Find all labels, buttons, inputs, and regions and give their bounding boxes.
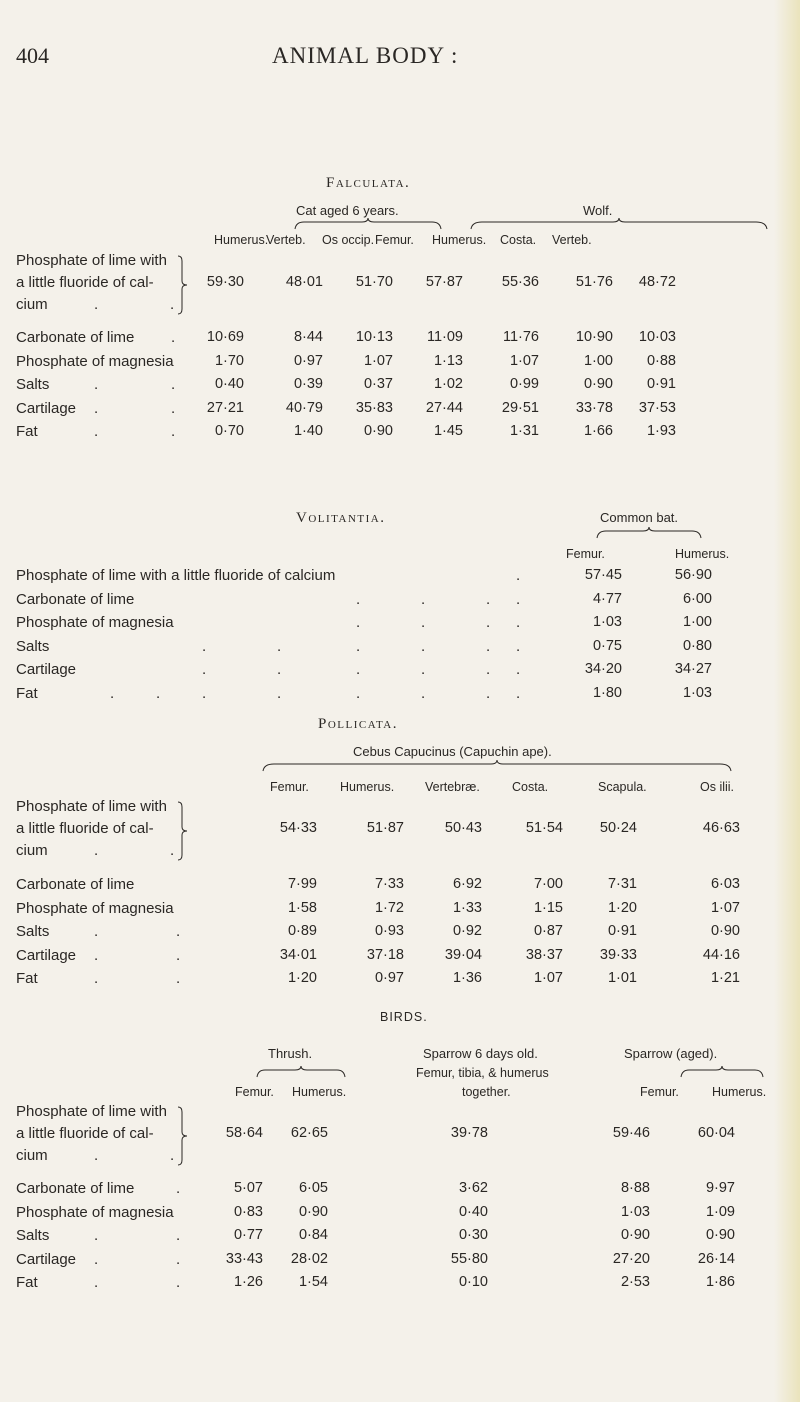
- cell-value: 34·01: [279, 946, 317, 963]
- leader-dots: .: [171, 376, 176, 393]
- cell-value: 1·21: [710, 970, 740, 986]
- group-label-sparrow-6-days: Sparrow 6 days old.: [423, 1046, 538, 1061]
- cell-value: 0·83: [233, 1203, 263, 1220]
- cell-value: 0·40: [214, 376, 244, 392]
- row-label: Cartilage: [16, 946, 77, 964]
- cell-value: 11·76: [502, 329, 539, 345]
- cell-value: 0·70: [214, 423, 244, 439]
- column-header: Humerus.: [292, 1085, 347, 1099]
- cell-value: 1·07: [533, 970, 563, 986]
- cell-value: 1·93: [646, 423, 676, 439]
- leader-dots: .: [356, 590, 361, 608]
- row-label: a little fluoride of cal-: [16, 274, 154, 291]
- cell-value: 1·66: [583, 423, 613, 439]
- cell-value: 1·80: [592, 684, 622, 701]
- column-header: Costa.: [512, 780, 549, 794]
- cell-value: 11·09: [426, 329, 463, 345]
- cell-value: 9·97: [705, 1180, 735, 1196]
- cell-value: 0·99: [509, 376, 539, 392]
- cell-value: 35·83: [355, 399, 393, 416]
- cell-value: 5·07: [233, 1180, 263, 1196]
- leader-dots: .: [356, 637, 361, 655]
- leader-dots: .: [94, 296, 99, 313]
- cell-value: 0·91: [646, 376, 676, 392]
- row-brace: [178, 255, 188, 315]
- cell-value: 39·04: [444, 946, 482, 963]
- row-label: Fat: [16, 684, 38, 702]
- cell-value: 1·03: [620, 1203, 650, 1220]
- row-label: Phosphate of lime with a little fluoride of calcium: [16, 567, 336, 584]
- row-label: Salts: [16, 1227, 50, 1244]
- column-header: Femur.: [640, 1085, 679, 1099]
- leader-dots: .: [356, 614, 361, 631]
- cell-value: 8·44: [293, 329, 323, 345]
- column-header: Scapula.: [598, 780, 647, 794]
- brace-cat: [294, 218, 442, 230]
- cell-value: 44·16: [702, 946, 740, 963]
- cell-value: 40·79: [285, 399, 323, 416]
- row-label: Carbonate of lime: [16, 876, 135, 893]
- leader-dots: .: [176, 970, 181, 987]
- cell-value: 1·00: [583, 352, 613, 369]
- row-label: Cartilage: [16, 661, 77, 678]
- row-label: Salts: [16, 923, 50, 940]
- leader-dots: .: [202, 661, 207, 678]
- cell-value: 0·10: [458, 1274, 488, 1290]
- row-label: Phosphate of lime with: [16, 252, 167, 269]
- column-header: Humerus.: [432, 233, 487, 247]
- cell-value: 6·00: [682, 590, 712, 607]
- leader-dots: .: [170, 1147, 175, 1164]
- cell-value: 62·65: [290, 1125, 328, 1141]
- leader-dots: .: [176, 1274, 181, 1291]
- cell-value: 0·90: [705, 1227, 735, 1243]
- cell-value: 34·27: [674, 661, 712, 677]
- cell-value: 0·92: [452, 923, 482, 939]
- cell-value: 26·14: [697, 1250, 735, 1267]
- cell-value: 1·31: [509, 423, 539, 439]
- cell-value: 0·90: [298, 1203, 328, 1220]
- cell-value: 1·03: [682, 684, 712, 701]
- brace-thrush: [256, 1066, 346, 1078]
- cell-value: 1·45: [433, 423, 463, 439]
- cell-value: 50·24: [599, 820, 637, 836]
- cell-value: 1·36: [452, 970, 482, 986]
- cell-value: 1·70: [214, 352, 244, 369]
- leader-dots: .: [156, 684, 161, 702]
- page-title: ANIMAL BODY :: [272, 43, 459, 68]
- cell-value: 0·37: [363, 376, 393, 392]
- cell-value: 27·21: [206, 399, 244, 416]
- cell-value: 57·87: [425, 274, 463, 290]
- cell-value: 1·26: [233, 1274, 263, 1290]
- cell-value: 7·31: [607, 876, 637, 892]
- row-label: Fat: [16, 423, 38, 440]
- cell-value: 38·37: [525, 946, 563, 963]
- column-header: Femur.: [375, 233, 414, 247]
- cell-value: 39·78: [450, 1125, 488, 1141]
- leader-dots: .: [516, 614, 521, 631]
- group-label-cebus: Cebus Capucinus (Capuchin ape).: [353, 744, 552, 759]
- leader-dots: .: [486, 614, 491, 631]
- cell-value: 10·03: [638, 329, 676, 345]
- cell-value: 1·07: [509, 352, 539, 369]
- cell-value: 10·69: [206, 329, 244, 345]
- cell-value: 29·51: [501, 399, 539, 416]
- row-label: Salts: [16, 637, 50, 655]
- leader-dots: .: [176, 1250, 181, 1268]
- cell-value: 1·03: [592, 614, 622, 630]
- cell-value: 0·90: [620, 1227, 650, 1243]
- cell-value: 33·78: [575, 399, 613, 416]
- cell-value: 7·33: [374, 876, 404, 892]
- cell-value: 55·36: [501, 274, 539, 290]
- leader-dots: .: [94, 376, 99, 393]
- cell-value: 51·87: [366, 820, 404, 836]
- leader-dots: .: [176, 923, 181, 940]
- row-label: Phosphate of magnesia: [16, 614, 174, 631]
- leader-dots: .: [421, 614, 426, 631]
- leader-dots: .: [486, 590, 491, 608]
- leader-dots: .: [202, 637, 207, 655]
- cell-value: 0·89: [287, 923, 317, 939]
- cell-value: 1·33: [452, 899, 482, 916]
- leader-dots: .: [202, 684, 207, 702]
- cell-value: 51·76: [575, 274, 613, 290]
- section-heading-birds: BIRDS.: [380, 1010, 428, 1024]
- row-brace: [178, 1106, 188, 1166]
- leader-dots: .: [176, 1180, 181, 1197]
- leader-dots: .: [94, 1147, 99, 1164]
- cell-value: 50·43: [444, 820, 482, 836]
- cell-value: 1·86: [705, 1274, 735, 1290]
- cell-value: 1·09: [705, 1203, 735, 1220]
- cell-value: 7·99: [287, 876, 317, 892]
- section-heading-volitantia: Volitantia.: [296, 510, 386, 526]
- cell-value: 1·72: [374, 899, 404, 916]
- cell-value: 59·30: [206, 274, 244, 290]
- cell-value: 6·92: [452, 876, 482, 892]
- column-header: Humerus.: [340, 780, 395, 794]
- cell-value: 57·45: [584, 567, 622, 583]
- leader-dots: .: [277, 684, 282, 702]
- row-label: Fat: [16, 970, 38, 987]
- group-label-sparrow-aged: Sparrow (aged).: [624, 1046, 718, 1061]
- row-label: Phosphate of magnesia: [16, 899, 174, 917]
- leader-dots: .: [421, 661, 426, 678]
- row-label: Carbonate of lime: [16, 590, 135, 608]
- leader-dots: .: [277, 661, 282, 678]
- row-label: cium: [16, 1147, 48, 1164]
- leader-dots: .: [94, 1274, 99, 1291]
- cell-value: 6·05: [298, 1180, 328, 1196]
- row-label: Carbonate of lime: [16, 1180, 135, 1197]
- row-label: Fat: [16, 1274, 38, 1291]
- leader-dots: .: [516, 590, 521, 608]
- leader-dots: .: [486, 684, 491, 702]
- page-number: 404: [16, 43, 49, 68]
- row-label: cium: [16, 296, 48, 313]
- cell-value: 0·97: [293, 352, 323, 369]
- cell-value: 1·13: [433, 352, 463, 369]
- leader-dots: .: [176, 946, 181, 964]
- cell-value: 56·90: [674, 567, 712, 583]
- cell-value: 0·90: [710, 923, 740, 939]
- leader-dots: .: [171, 399, 176, 417]
- leader-dots: .: [176, 1227, 181, 1244]
- cell-value: 27·44: [425, 399, 463, 416]
- section-heading-pollicata: Pollicata.: [318, 716, 398, 732]
- cell-value: 1·02: [433, 376, 463, 392]
- cell-value: 0·30: [458, 1227, 488, 1243]
- column-header: Femur.: [235, 1085, 274, 1099]
- column-header: Verteb.: [552, 233, 592, 247]
- cell-value: 0·39: [293, 376, 323, 392]
- cell-value: 0·80: [682, 637, 712, 654]
- leader-dots: .: [421, 637, 426, 655]
- leader-dots: .: [516, 684, 521, 702]
- cell-value: 33·43: [225, 1250, 263, 1267]
- cell-value: 1·20: [607, 899, 637, 916]
- leader-dots: .: [94, 842, 99, 859]
- row-label: Carbonate of lime: [16, 329, 135, 346]
- cell-value: 37·18: [366, 946, 404, 963]
- brace-cebus: [262, 760, 732, 772]
- cell-value: 0·90: [363, 423, 393, 439]
- group-label-wolf: Wolf.: [583, 203, 613, 218]
- column-header: Os ilii.: [700, 780, 735, 794]
- cell-value: 37·53: [638, 399, 676, 416]
- column-header: Humerus.: [214, 233, 269, 247]
- brace-wolf: [470, 218, 768, 230]
- column-header: Humerus.: [675, 547, 730, 561]
- cell-value: 0·90: [583, 376, 613, 392]
- cell-value: 0·93: [374, 923, 404, 939]
- cell-value: 28·02: [290, 1250, 328, 1267]
- cell-value: 0·87: [533, 923, 563, 939]
- cell-value: 0·84: [298, 1227, 328, 1243]
- column-header: Verteb.: [266, 233, 306, 247]
- cell-value: 0·88: [646, 352, 676, 369]
- cell-value: 58·64: [225, 1125, 263, 1141]
- section-heading-falculata: Falculata.: [326, 175, 411, 191]
- cell-value: 7·00: [533, 876, 563, 892]
- leader-dots: .: [94, 423, 99, 440]
- row-label: Salts: [16, 376, 50, 393]
- cell-value: 1·01: [607, 970, 637, 986]
- column-header: Femur.: [566, 547, 605, 561]
- row-brace: [178, 801, 188, 861]
- cell-value: 1·40: [293, 423, 323, 439]
- cell-value: 0·40: [458, 1203, 488, 1220]
- leader-dots: .: [516, 567, 521, 584]
- column-header: together.: [462, 1085, 511, 1099]
- cell-value: 1·07: [710, 899, 740, 916]
- row-label: Cartilage: [16, 399, 77, 417]
- column-header: Humerus.: [712, 1085, 767, 1099]
- leader-dots: .: [486, 661, 491, 678]
- cell-value: 51·70: [355, 274, 393, 290]
- leader-dots: .: [170, 296, 175, 313]
- leader-dots: .: [110, 684, 115, 702]
- leader-dots: .: [421, 684, 426, 702]
- group-label-common-bat: Common bat.: [600, 510, 679, 525]
- cell-value: 48·72: [638, 274, 676, 290]
- leader-dots: .: [94, 923, 99, 940]
- row-label: cium: [16, 842, 48, 859]
- cell-value: 0·77: [233, 1227, 263, 1243]
- row-label: a little fluoride of cal-: [16, 1125, 154, 1142]
- cell-value: 1·00: [682, 614, 712, 630]
- cell-value: 51·54: [525, 820, 563, 836]
- brace-sparrow-aged: [680, 1066, 764, 1078]
- cell-value: 34·20: [584, 661, 622, 677]
- cell-value: 54·33: [279, 820, 317, 836]
- leader-dots: .: [170, 842, 175, 859]
- cell-value: 3·62: [458, 1180, 488, 1196]
- row-label: Phosphate of lime with: [16, 1103, 167, 1120]
- cell-value: 27·20: [612, 1250, 650, 1267]
- cell-value: 1·20: [287, 970, 317, 986]
- row-label: a little fluoride of cal-: [16, 820, 154, 837]
- cell-value: 46·63: [702, 820, 740, 836]
- row-label: Phosphate of magnesia: [16, 352, 174, 370]
- leader-dots: .: [516, 637, 521, 655]
- cell-value: 60·04: [697, 1125, 735, 1141]
- leader-dots: .: [516, 661, 521, 678]
- cell-value: 4·77: [592, 590, 622, 607]
- cell-value: 6·03: [710, 876, 740, 892]
- cell-value: 8·88: [620, 1180, 650, 1196]
- row-label: Cartilage: [16, 1250, 77, 1268]
- leader-dots: .: [486, 637, 491, 655]
- leader-dots: .: [94, 1227, 99, 1244]
- group-label-thrush: Thrush.: [268, 1046, 313, 1061]
- leader-dots: .: [277, 637, 282, 655]
- cell-value: 2·53: [620, 1274, 650, 1290]
- cell-value: 48·01: [285, 274, 323, 290]
- brace-common-bat: [596, 527, 702, 539]
- cell-value: 0·75: [592, 637, 622, 654]
- column-header: Costa.: [500, 233, 537, 247]
- leader-dots: .: [421, 590, 426, 608]
- cell-value: 1·58: [287, 899, 317, 916]
- cell-value: 59·46: [612, 1125, 650, 1141]
- leader-dots: .: [356, 661, 361, 678]
- column-header: Femur.: [270, 780, 309, 794]
- cell-value: 0·97: [374, 970, 404, 986]
- cell-value: 10·90: [575, 329, 613, 345]
- cell-value: 1·07: [363, 352, 393, 369]
- cell-value: 1·54: [298, 1274, 328, 1290]
- column-header: Os occip.: [322, 233, 375, 247]
- leader-dots: .: [356, 684, 361, 702]
- leader-dots: .: [94, 399, 99, 417]
- leader-dots: .: [94, 970, 99, 987]
- leader-dots: .: [94, 1250, 99, 1268]
- page-edge-discoloration: [774, 0, 800, 1402]
- cell-value: 39·33: [599, 946, 637, 963]
- column-header: Femur, tibia, & humerus: [416, 1066, 549, 1080]
- leader-dots: .: [171, 329, 176, 346]
- cell-value: 10·13: [355, 329, 393, 345]
- group-label-cat: Cat aged 6 years.: [296, 203, 399, 218]
- cell-value: 1·15: [533, 899, 563, 916]
- leader-dots: .: [171, 423, 176, 440]
- cell-value: 0·91: [607, 923, 637, 939]
- row-label: Phosphate of lime with: [16, 798, 167, 815]
- cell-value: 55·80: [450, 1250, 488, 1267]
- row-label: Phosphate of magnesia: [16, 1203, 174, 1221]
- leader-dots: .: [94, 946, 99, 964]
- column-header: Vertebræ.: [425, 780, 480, 794]
